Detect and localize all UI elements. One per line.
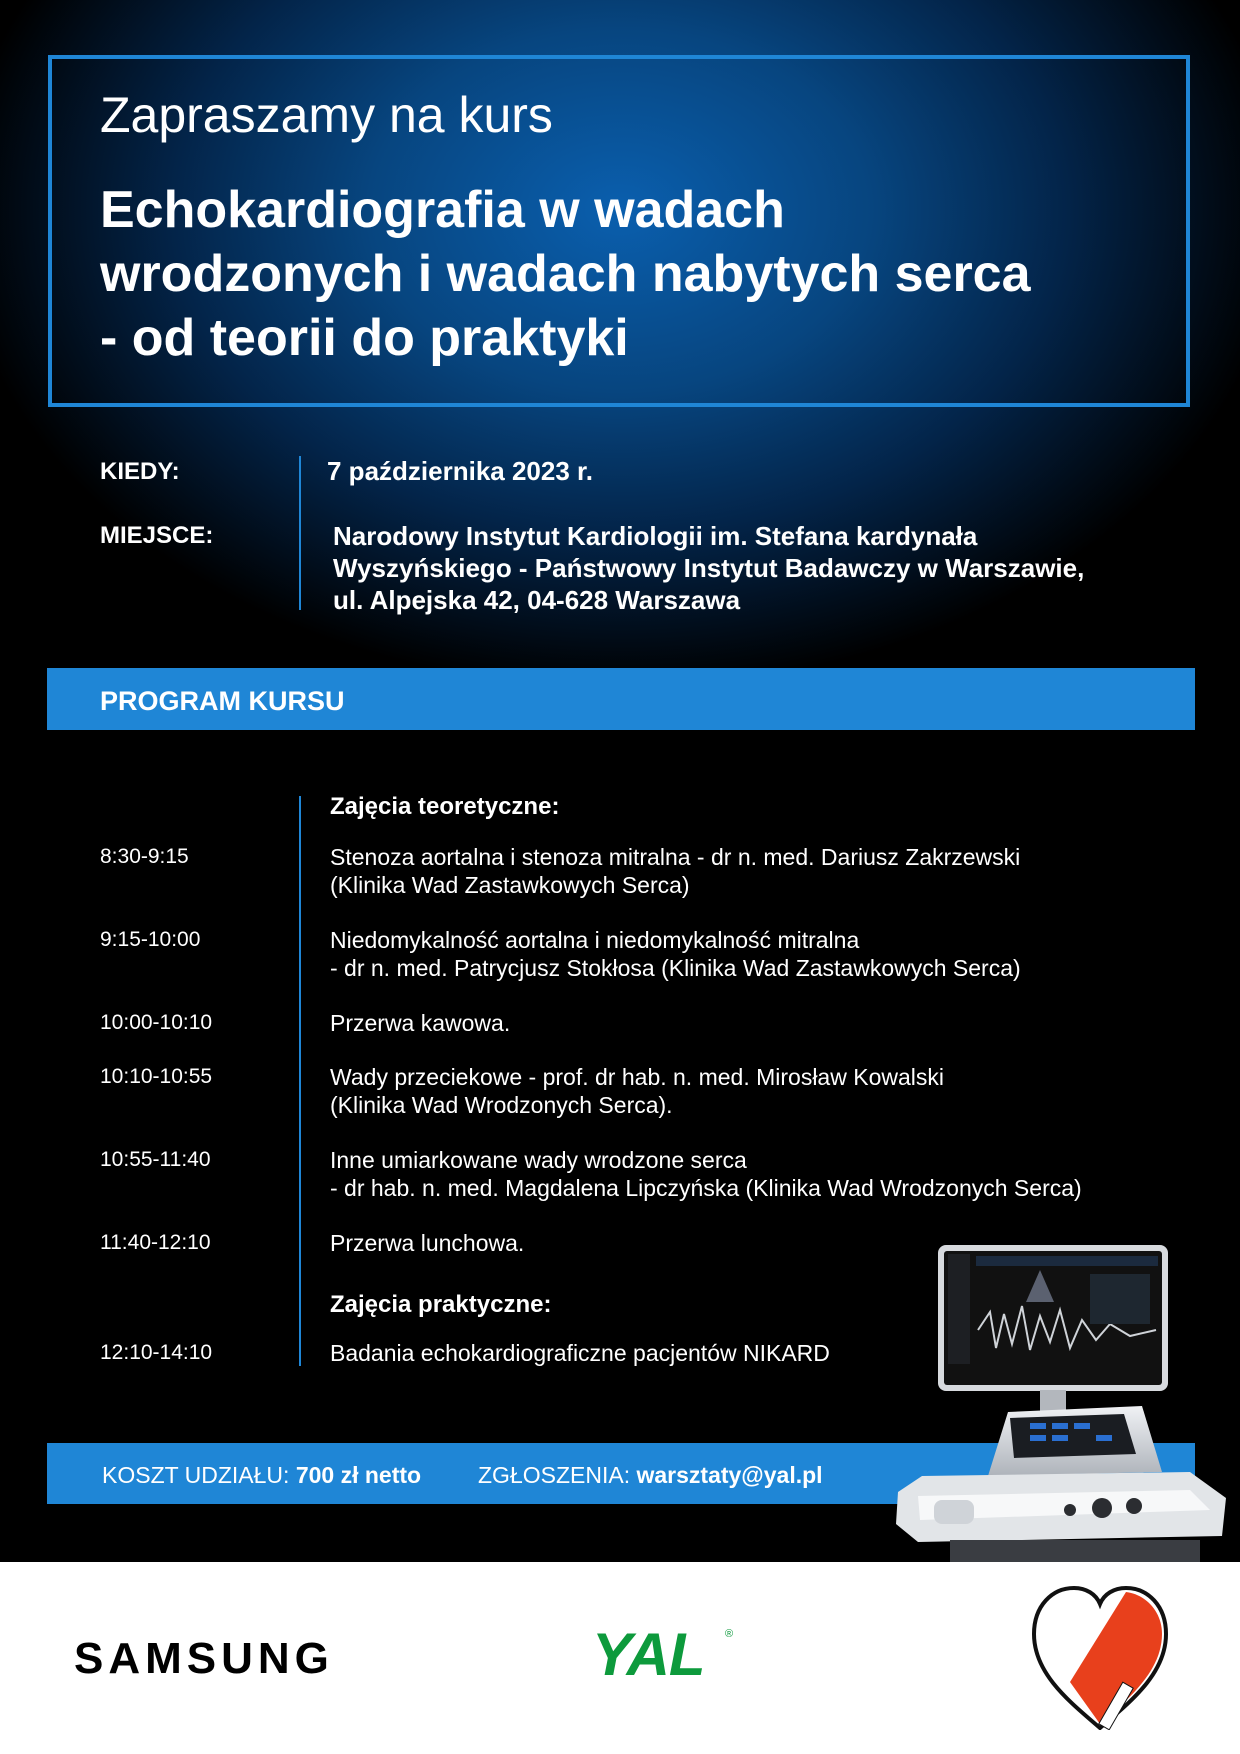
schedule-item [330, 1146, 1082, 1202]
schedule-time: 11:40-12:10 [100, 1231, 211, 1254]
schedule-item-line: - dr hab. n. med. Magdalena Lipczyńska (Klinika Wad Wrodzonych Serca) [330, 1175, 1082, 1201]
schedule-item-line: Niedomykalność aortalna i niedomykalność mitralna [330, 927, 860, 953]
schedule-item [330, 1229, 524, 1257]
schedule-time: 10:10-10:55 [100, 1065, 213, 1088]
yal-logo [592, 1620, 734, 1689]
where-line-2: Wyszyńskiego - Państwowy Instytut Badawczy w Warszawie, [333, 553, 1085, 583]
schedule-item [330, 1339, 830, 1367]
contact-email[interactable]: warsztaty@yal.pl [636, 1462, 823, 1488]
course-title-line-3: - od teorii do praktyki [100, 309, 629, 367]
nik-heart-logo-icon [1030, 1582, 1170, 1730]
registered-mark: ® [725, 1628, 734, 1640]
practice-heading: Zajęcia praktyczne: [330, 1291, 552, 1318]
cost-info [102, 1462, 421, 1489]
schedule-time: 10:00-10:10 [100, 1011, 213, 1034]
schedule-item-line: Inne umiarkowane wady wrodzone serca [330, 1147, 747, 1173]
ultrasound-device-image [890, 1240, 1230, 1562]
contact-info [478, 1462, 823, 1489]
where-line-1: Narodowy Instytut Kardiologii im. Stefana kardynała [333, 521, 978, 551]
schedule-item-line: Przerwa lunchowa. [330, 1230, 525, 1256]
schedule-item [330, 1063, 944, 1119]
schedule-item [330, 926, 1021, 982]
program-heading: PROGRAM KURSU [100, 686, 345, 716]
schedule-item-line: Przerwa kawowa. [330, 1010, 511, 1036]
schedule-item-line: - dr n. med. Patrycjusz Stokłosa (Klinika Wad Zastawkowych Serca) [330, 955, 1021, 981]
when-label: KIEDY: [100, 458, 180, 485]
schedule-item-line: (Klinika Wad Wrodzonych Serca). [330, 1092, 673, 1118]
schedule-time: 9:15-10:00 [100, 928, 201, 951]
cost-label: KOSZT UDZIAŁU: [102, 1462, 290, 1488]
schedule-divider [299, 796, 301, 1366]
when-value: 7 października 2023 r. [327, 456, 593, 486]
schedule-item-line: (Klinika Wad Zastawkowych Serca) [330, 872, 690, 898]
yal-wordmark: YAL [592, 1621, 705, 1688]
where-line-3: ul. Alpejska 42, 04-628 Warszawa [333, 585, 741, 615]
course-title [100, 178, 1180, 370]
course-title-line-2: wrodzonych i wadach nabytych serca [100, 245, 1031, 303]
where-value [333, 520, 1084, 616]
schedule-time: 8:30-9:15 [100, 845, 189, 868]
cost-value: 700 zł netto [295, 1462, 422, 1488]
theory-heading: Zajęcia teoretyczne: [330, 793, 560, 820]
contact-label: ZGŁOSZENIA: [478, 1462, 631, 1488]
schedule-time: 12:10-14:10 [100, 1341, 213, 1364]
course-title-line-1: Echokardiografia w wadach [100, 181, 785, 239]
where-label: MIEJSCE: [100, 522, 214, 549]
samsung-logo: SAMSUNG [74, 1634, 334, 1683]
schedule-time: 10:55-11:40 [100, 1148, 211, 1171]
schedule-item [330, 843, 1020, 899]
schedule-item [330, 1009, 510, 1037]
schedule-item-line: Badania echokardiograficzne pacjentów NIKARD [330, 1340, 830, 1366]
details-divider [299, 456, 301, 610]
schedule-item-line: Stenoza aortalna i stenoza mitralna - dr n. med. Dariusz Zakrzewski [330, 844, 1021, 870]
intro-text: Zapraszamy na kurs [100, 87, 553, 143]
schedule-item-line: Wady przeciekowe - prof. dr hab. n. med. Mirosław Kowalski [330, 1064, 944, 1090]
